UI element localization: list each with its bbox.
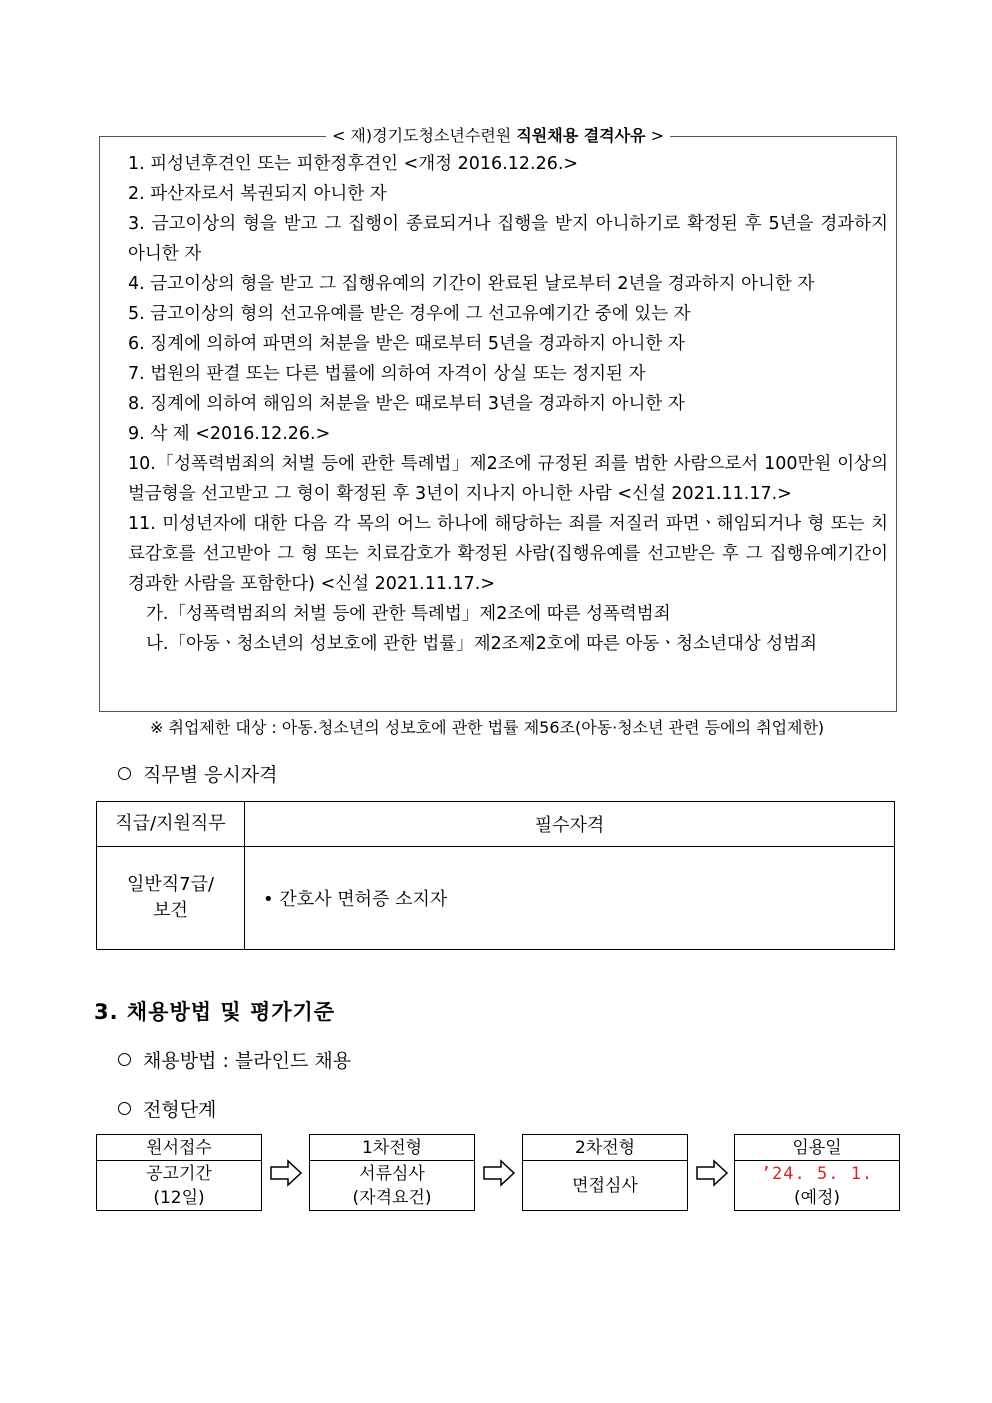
table-cell-requirement: • 간호사 면허증 소지자 [245, 847, 895, 950]
stages-heading: 전형단계 [118, 1097, 216, 1123]
stage-appointment [734, 1134, 900, 1211]
stage-detail: (자격요건) [352, 1187, 432, 1208]
sub-list-item: 나.「아동ㆍ청소년의 성보호에 관한 법률」제2조제2호에 따른 아동ㆍ청소년대상 성범죄 [146, 634, 817, 654]
stage-document-screening [309, 1134, 475, 1211]
stage-detail: (예정) [793, 1187, 841, 1208]
stage-application [96, 1134, 262, 1211]
stage-label: 2차전형 [523, 1135, 687, 1161]
stage-label: 1차전형 [310, 1135, 474, 1161]
list-item: 5. 금고이상의 형의 선고유예를 받은 경우에 그 선고유예기간 중에 있는 자 [128, 304, 691, 324]
table-header-cell: 직급/지원직무 [97, 802, 245, 847]
stage-label: 임용일 [735, 1135, 899, 1161]
list-item: 10.「성폭력범죄의 처벌 등에 관한 특례법」제2조에 규정된 죄를 범한 사람으로서 100만원 이상의 벌금형을 선고받고 그 형이 확정된 후 3년이 지나지 아니한 사람 <신설 2021.11.17.> [128, 454, 888, 504]
table-header-cell: 필수자격 [245, 802, 895, 847]
circle-bullet-icon [118, 1053, 131, 1066]
disqualification-box [99, 126, 897, 712]
circle-bullet-icon [118, 767, 131, 780]
arrow-right-icon [482, 1158, 516, 1188]
table-header-row [97, 802, 895, 847]
stage-detail: 서류심사 [359, 1163, 425, 1184]
list-item: 3. 금고이상의 형을 받고 그 집행이 종료되거나 집행을 받지 아니하기로 확정된 후 5년을 경과하지 아니한 자 [128, 214, 888, 264]
qualifications-heading: 직무별 응시자격 [118, 762, 278, 788]
stage-label: 원서접수 [97, 1135, 261, 1161]
stage-detail: 공고기간 [146, 1163, 212, 1184]
disqualification-list [128, 149, 888, 659]
list-item: 6. 징계에 의하여 파면의 처분을 받은 때로부터 5년을 경과하지 아니한 자 [128, 334, 685, 354]
list-item: 8. 징계에 의하여 해임의 처분을 받은 때로부터 3년을 경과하지 아니한 자 [128, 394, 685, 414]
qualifications-table [96, 801, 895, 950]
table-row [97, 847, 895, 950]
disqualification-title-bold: 직원채용 결격사유 [516, 126, 646, 145]
sub-list-item: 가.「성폭력범죄의 처벌 등에 관한 특례법」제2조에 따른 성폭력범죄 [146, 604, 671, 624]
list-item: 4. 금고이상의 형을 받고 그 집행유예의 기간이 완료된 날로부터 2년을 경과하지 아니한 자 [128, 274, 815, 294]
stage-interview [522, 1134, 688, 1211]
list-item: 7. 법원의 판결 또는 다른 법률에 의하여 자격이 상실 또는 정지된 자 [128, 364, 646, 384]
stage-detail: (12일) [153, 1187, 205, 1208]
list-item: 1. 피성년후견인 또는 피한정후견인 <개정 2016.12.26.> [128, 154, 579, 174]
appointment-date: ’24. 5. 1. [760, 1163, 874, 1184]
section-title: 3. 채용방법 및 평가기준 [94, 1000, 336, 1024]
stage-detail: 면접심사 [572, 1175, 638, 1196]
disqualification-title: < 재)경기도청소년수련원 직원채용 결격사유 > [100, 126, 896, 146]
list-item: 11. 미성년자에 대한 다음 각 목의 어느 하나에 해당하는 죄를 저질러 파면ㆍ해임되거나 형 또는 치료감호를 선고받아 그 형 또는 치료감호가 확정된 사람(집행유예를 선고받은 후 그 집행유예기간이 경과한 사람을 포함한다) <신설 2021.11.17.> [128, 514, 888, 594]
employment-restriction-note: ※ 취업제한 대상 : 아동.청소년의 성보호에 관한 법률 제56조(아동·청소년 관련 등에의 취업제한) [150, 718, 825, 737]
list-item: 9. 삭 제 <2016.12.26.> [128, 424, 331, 444]
recruitment-method: 채용방법 : 블라인드 채용 [118, 1048, 351, 1074]
table-cell-position: 일반직7급/ 보건 [97, 847, 245, 950]
circle-bullet-icon [118, 1102, 131, 1115]
arrow-right-icon [695, 1158, 729, 1188]
list-item: 2. 파산자로서 복권되지 아니한 자 [128, 184, 387, 204]
arrow-right-icon [269, 1158, 303, 1188]
